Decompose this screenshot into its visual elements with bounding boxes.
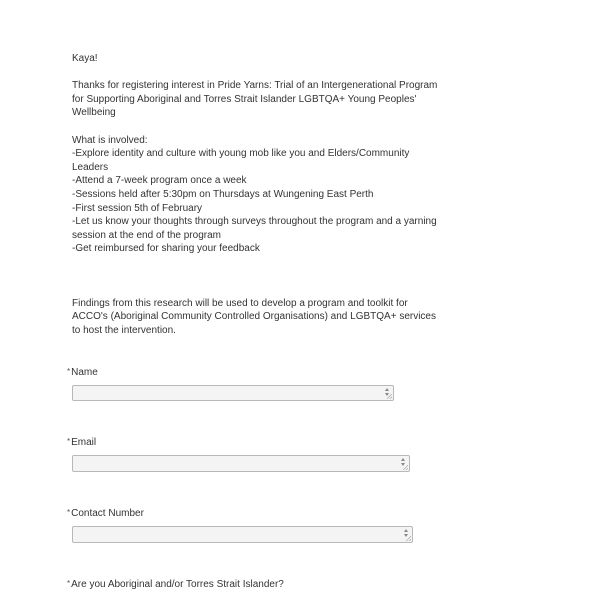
name-input[interactable] xyxy=(73,386,393,400)
required-marker: * xyxy=(67,508,71,517)
involved-item: -Let us know your thoughts through surveys throughout the program and a yarning session at the end of the program xyxy=(72,216,437,241)
name-field[interactable] xyxy=(72,385,394,401)
aboriginal-question-text: Are you Aboriginal and/or Torres Strait Islander? xyxy=(71,579,284,590)
name-label xyxy=(67,367,98,378)
aboriginal-question-label xyxy=(67,579,284,590)
required-marker: * xyxy=(67,367,71,376)
involved-item: -First session 5th of February xyxy=(72,202,203,214)
findings-paragraph: Findings from this research will be used to develop a program and toolkit for ACCO's (Aboriginal Community Controlled Organisations) and LGBTQA+ services to host the intervention. xyxy=(72,297,436,336)
resize-handle-icon[interactable] xyxy=(406,536,411,541)
name-label-text: Name xyxy=(71,367,98,378)
involved-heading: What is involved: xyxy=(72,134,148,146)
greeting: Kaya! xyxy=(72,53,98,64)
involved-item: -Get reimbursed for sharing your feedback xyxy=(72,243,260,255)
involved-item: -Sessions held after 5:30pm on Thursdays at Wungening East Perth xyxy=(72,188,374,200)
resize-handle-icon[interactable] xyxy=(387,394,392,399)
email-label-text: Email xyxy=(71,437,97,448)
contact-number-field[interactable] xyxy=(72,526,413,543)
contact-number-label-text: Contact Number xyxy=(71,508,144,519)
contact-number-label xyxy=(67,508,144,519)
involved-item: -Attend a 7-week program once a week xyxy=(72,175,247,187)
required-marker: * xyxy=(67,437,71,446)
email-label xyxy=(67,437,96,448)
intro-text xyxy=(72,52,442,337)
involved-item: -Explore identity and culture with young mob like you and Elders/Community Leaders xyxy=(72,148,410,173)
thanks-paragraph: Thanks for registering interest in Pride Yarns: Trial of an Intergenerational Program for Supporting Aboriginal and Torres Strait Islander LGBTQA+ Young Peoples' Wellbeing xyxy=(72,80,438,119)
email-field[interactable] xyxy=(72,455,410,472)
email-input[interactable] xyxy=(73,456,409,471)
contact-number-input[interactable] xyxy=(73,527,412,542)
resize-handle-icon[interactable] xyxy=(403,465,408,470)
required-marker: * xyxy=(67,579,71,588)
